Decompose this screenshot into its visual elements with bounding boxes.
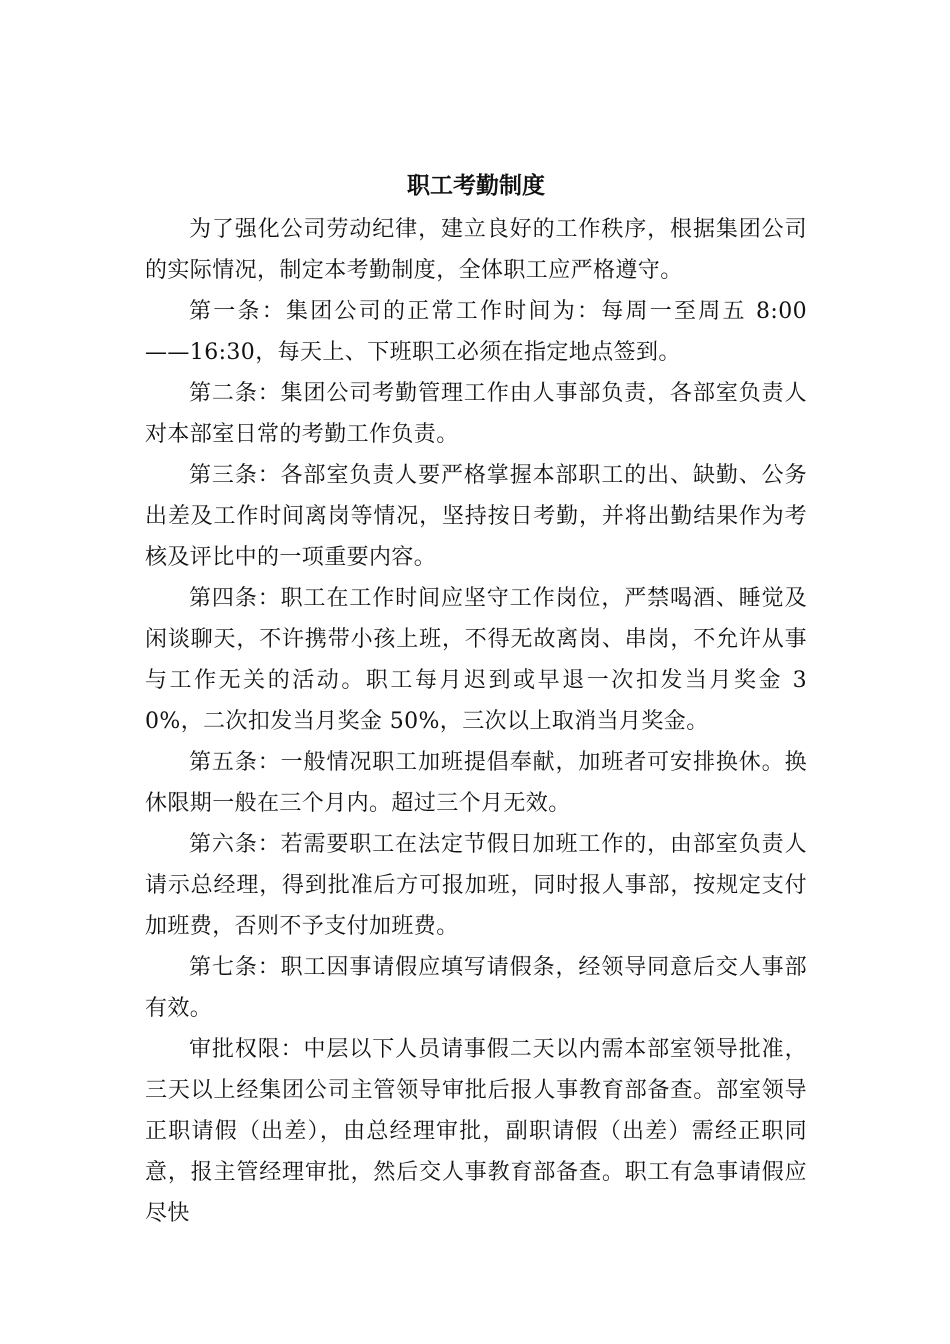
paragraph-article-1: 第一条：集团公司的正常工作时间为：每周一至周五 8:00——16:30，每天上、下班职工必须在指定地点签到。 [145,299,807,365]
paragraph-article-7: 第七条：职工因事请假应填写请假条，经领导同意后交人事部有效。 [145,955,807,1021]
paragraph-article-5: 第五条：一般情况职工加班提倡奉献，加班者可安排换休。换休限期一般在三个月内。超过三个月无效。 [145,750,807,816]
document-title: 职工考勤制度 [407,173,545,199]
paragraph-article-2: 第二条：集团公司考勤管理工作由人事部负责，各部室负责人对本部室日常的考勤工作负责。 [145,381,807,447]
document-page [145,168,807,1234]
paragraph-article-4: 第四条：职工在工作时间应坚守工作岗位，严禁喝酒、睡觉及闲谈聊天，不许携带小孩上班，不得无故离岗、串岗，不允许从事与工作无关的活动。职工每月迟到或早退一次扣发当月奖金 30%，二次扣发当月奖金 50%，三次以上取消当月奖金。 [145,586,807,734]
paragraph-intro: 为了强化公司劳动纪律，建立良好的工作秩序，根据集团公司的实际情况，制定本考勤制度，全体职工应严格遵守。 [145,217,807,283]
paragraph-article-3: 第三条：各部室负责人要严格掌握本部职工的出、缺勤、公务出差及工作时间离岗等情况，坚持按日考勤，并将出勤结果作为考核及评比中的一项重要内容。 [145,463,807,570]
paragraph-approval-authority: 审批权限：中层以下人员请事假二天以内需本部室领导批准，三天以上经集团公司主管领导审批后报人事教育部备查。部室领导正职请假（出差），由总经理审批，副职请假（出差）需经正职同意，报主管经理审批，然后交人事教育部备查。职工有急事请假应尽快 [145,1037,807,1226]
paragraph-article-6: 第六条：若需要职工在法定节假日加班工作的，由部室负责人请示总经理，得到批准后方可报加班，同时报人事部，按规定支付加班费，否则不予支付加班费。 [145,832,807,939]
